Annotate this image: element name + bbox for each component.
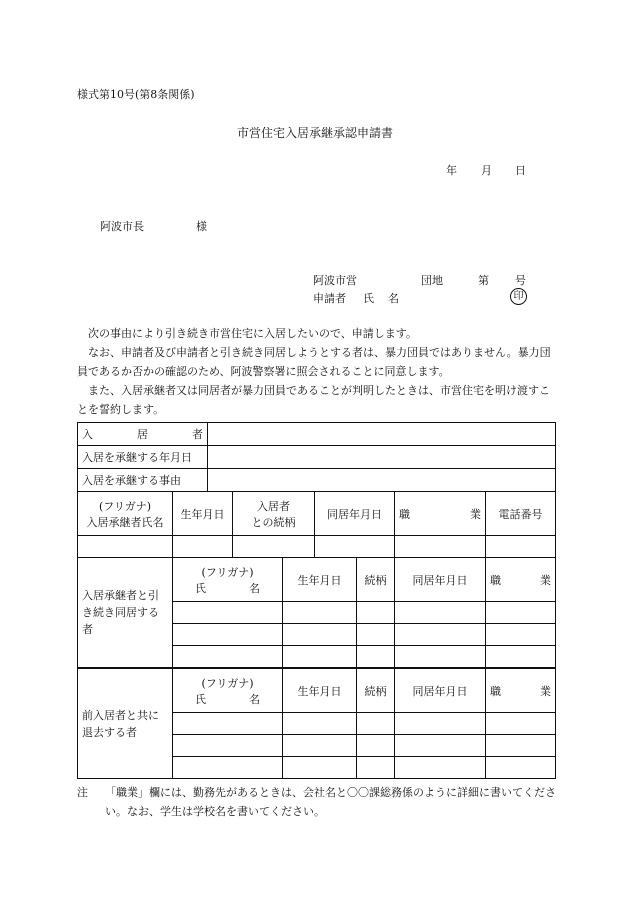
cohabitant-name-field[interactable] bbox=[173, 624, 283, 646]
cohabitant-relationship-field[interactable] bbox=[357, 602, 395, 624]
form-number: 様式第10号(第8条関係) bbox=[77, 88, 195, 101]
departing-name-field[interactable] bbox=[173, 713, 283, 735]
departing-occupation-field[interactable] bbox=[486, 735, 556, 757]
addressee-name: 阿波市長 bbox=[100, 220, 144, 233]
footnote-label: 注 bbox=[77, 786, 88, 799]
cohabitant-group-label: 入居承継者と引き続き同居する者 bbox=[78, 558, 173, 668]
relationship-label-line2: との続柄 bbox=[251, 515, 296, 529]
relationship-label-line1: 入居者 bbox=[257, 499, 290, 513]
cohabitant-occupation-field[interactable] bbox=[486, 602, 556, 624]
cohabitant-birthdate-field[interactable] bbox=[283, 624, 357, 646]
departing-name-field[interactable] bbox=[173, 757, 283, 779]
successor-relationship-field[interactable] bbox=[233, 536, 315, 558]
resident-field[interactable] bbox=[208, 423, 556, 446]
succession-date-label: 入居を承継する年月日 bbox=[78, 446, 208, 469]
departing-cohabitation-field[interactable] bbox=[395, 757, 486, 779]
body-paragraph-3: また、入居承継者又は同居者が暴力団員であることが判明したときは、市営住宅を明け渡すことを誓約します。 bbox=[77, 384, 550, 416]
departing-occupation-header: 職業 bbox=[486, 669, 556, 713]
danchi-label: 団地 bbox=[421, 274, 443, 287]
successor-table bbox=[77, 491, 556, 558]
cohabitant-relationship-field[interactable] bbox=[357, 646, 395, 668]
cohabitant-birthdate-header: 生年月日 bbox=[283, 558, 357, 602]
mei-label: 名 bbox=[388, 292, 399, 305]
successor-name-field[interactable] bbox=[78, 536, 173, 558]
shi-label: 氏 bbox=[195, 692, 206, 706]
departing-cohabitation-header: 同居年月日 bbox=[395, 669, 486, 713]
departing-cohabitation-field[interactable] bbox=[395, 735, 486, 757]
cohabitant-relationship-field[interactable] bbox=[357, 624, 395, 646]
successor-cohabitation-field[interactable] bbox=[315, 536, 395, 558]
cohabitant-name-field[interactable] bbox=[173, 602, 283, 624]
departing-birthdate-field[interactable] bbox=[283, 713, 357, 735]
succession-reason-field[interactable] bbox=[208, 469, 556, 492]
addressee-honorific: 様 bbox=[196, 220, 207, 233]
cohabitant-occupation-header: 職業 bbox=[486, 558, 556, 602]
occupation-header: 職業 bbox=[395, 492, 486, 536]
cohabitant-cohabitation-header: 同居年月日 bbox=[395, 558, 486, 602]
date-month-label: 月 bbox=[481, 164, 492, 177]
cohabitant-name-field[interactable] bbox=[173, 646, 283, 668]
shi-label: 氏 bbox=[363, 292, 374, 305]
cohabitation-date-header: 同居年月日 bbox=[315, 492, 395, 536]
body-paragraph-2: なお、申請者及び申請者と引き続き同居しようとする者は、暴力団員ではありません。暴力団員であるか否かの確認のため、阿波警察署に照会されることに同意します。 bbox=[77, 346, 551, 378]
furigana-label: (フリガナ) bbox=[201, 565, 254, 579]
cohabitant-cohabitation-field[interactable] bbox=[395, 624, 486, 646]
cohabitant-occupation-field[interactable] bbox=[486, 646, 556, 668]
departing-cohabitation-field[interactable] bbox=[395, 713, 486, 735]
departing-relationship-header: 続柄 bbox=[357, 669, 395, 713]
departing-relationship-field[interactable] bbox=[357, 735, 395, 757]
departing-relationship-field[interactable] bbox=[357, 757, 395, 779]
footnote bbox=[77, 783, 557, 821]
furigana-label: (フリガナ) bbox=[201, 676, 254, 690]
departing-name-field[interactable] bbox=[173, 735, 283, 757]
birthdate-header: 生年月日 bbox=[173, 492, 233, 536]
relationship-header bbox=[233, 492, 315, 536]
applicant-label: 申請者 bbox=[313, 292, 346, 305]
housing-label: 阿波市営 bbox=[313, 274, 357, 287]
body-paragraph-1: 次の事由により引き続き市営住宅に入居したいので、申請します。 bbox=[88, 327, 417, 340]
document-title: 市営住宅入居承継承認申請書 bbox=[236, 126, 393, 140]
cohabitant-cohabitation-field[interactable] bbox=[395, 602, 486, 624]
successor-name-label: 入居承継者氏名 bbox=[86, 515, 164, 529]
departing-occupation-field[interactable] bbox=[486, 757, 556, 779]
date-day-label: 日 bbox=[515, 164, 526, 177]
mei-label: 名 bbox=[249, 692, 260, 706]
departing-birthdate-field[interactable] bbox=[283, 735, 357, 757]
succession-reason-label: 入居を承継する事由 bbox=[78, 469, 208, 492]
successor-occupation-field[interactable] bbox=[395, 536, 486, 558]
resident-info-table bbox=[77, 422, 556, 492]
departing-name-label bbox=[177, 691, 278, 707]
departing-birthdate-field[interactable] bbox=[283, 757, 357, 779]
shi-label: 氏 bbox=[195, 581, 206, 595]
cohabitant-birthdate-field[interactable] bbox=[283, 602, 357, 624]
resident-label: 入居者 bbox=[78, 423, 208, 446]
go-label: 号 bbox=[515, 274, 526, 287]
cohabitant-name-header bbox=[173, 558, 283, 602]
departing-group-label: 前入居者と共に退去する者 bbox=[78, 669, 173, 779]
date-year-label: 年 bbox=[446, 164, 457, 177]
cohabitant-cohabitation-field[interactable] bbox=[395, 646, 486, 668]
cohabitant-relationship-header: 続柄 bbox=[357, 558, 395, 602]
footnote-text: 「職業」欄には、勤務先があるときは、会社名と〇〇課総務係のように詳細に書いてください。なお、学生は学校名を書いてください。 bbox=[105, 786, 556, 818]
cohabitant-name-label bbox=[177, 580, 278, 596]
departing-birthdate-header: 生年月日 bbox=[283, 669, 357, 713]
phone-header: 電話番号 bbox=[486, 492, 556, 536]
cohabitant-table bbox=[77, 557, 556, 668]
dai-label: 第 bbox=[478, 274, 489, 287]
seal-mark: 印 bbox=[510, 288, 527, 305]
mei-label: 名 bbox=[249, 581, 260, 595]
cohabitant-birthdate-field[interactable] bbox=[283, 646, 357, 668]
successor-birthdate-field[interactable] bbox=[173, 536, 233, 558]
departing-name-header bbox=[173, 669, 283, 713]
departing-table bbox=[77, 668, 556, 779]
body-text bbox=[77, 324, 553, 419]
cohabitant-occupation-field[interactable] bbox=[486, 624, 556, 646]
succession-date-field[interactable] bbox=[208, 446, 556, 469]
departing-occupation-field[interactable] bbox=[486, 713, 556, 735]
furigana-label: (フリガナ) bbox=[98, 499, 152, 513]
successor-name-header bbox=[78, 492, 173, 536]
successor-phone-field[interactable] bbox=[486, 536, 556, 558]
departing-relationship-field[interactable] bbox=[357, 713, 395, 735]
